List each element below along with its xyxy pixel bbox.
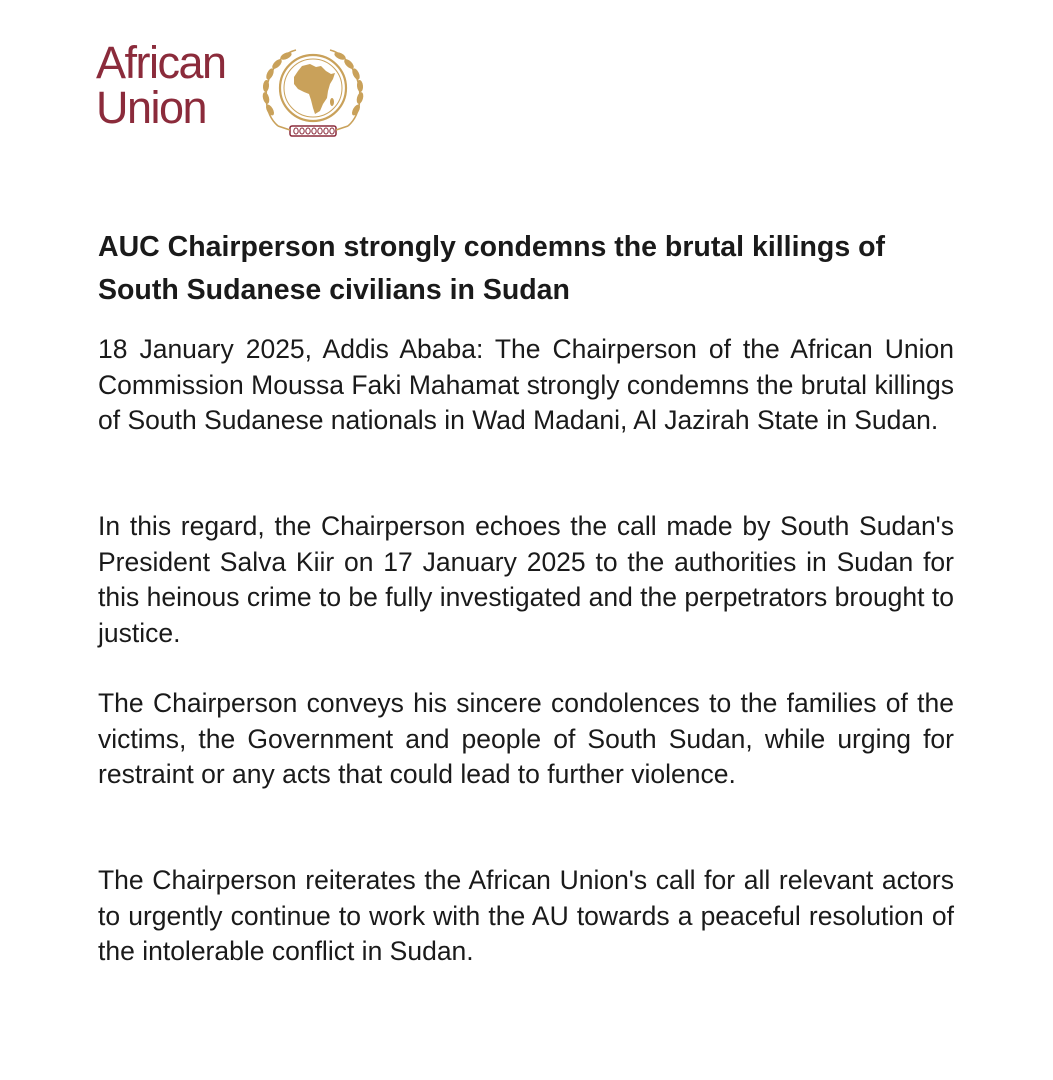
logo-line-african: African [96, 37, 226, 88]
logo-wordmark [96, 37, 226, 133]
african-union-logo [96, 37, 376, 150]
article-title: AUC Chairperson strongly condemns the brutal killings of South Sudanese civilians in Sudan [98, 231, 886, 306]
article-paragraph-4: The Chairperson reiterates the African Union's call for all relevant actors to urgently continue to work with the AU towards a peaceful resolution of the intolerable conflict in Sudan. [98, 865, 954, 966]
article-paragraph-2: In this regard, the Chairperson echoes the call made by South Sudan's President Salva Kiir on 17 January 2025 to the authorities in Sudan for this heinous crime to be fully investigated and the perpetrators brought to justice. [98, 511, 954, 648]
logo-line-union: Union [96, 82, 207, 133]
au-emblem-icon [258, 44, 368, 144]
article-paragraph-3: The Chairperson conveys his sincere condolences to the families of the victims, the Government and people of South Sudan, while urging for restraint or any acts that could lead to further violence. [98, 688, 954, 789]
article-paragraph-1: 18 January 2025, Addis Ababa: The Chairperson of the African Union Commission Moussa Faki Mahamat strongly condemns the brutal killings of South Sudanese nationals in Wad Madani, Al Jazirah State in Sudan. [98, 334, 954, 435]
